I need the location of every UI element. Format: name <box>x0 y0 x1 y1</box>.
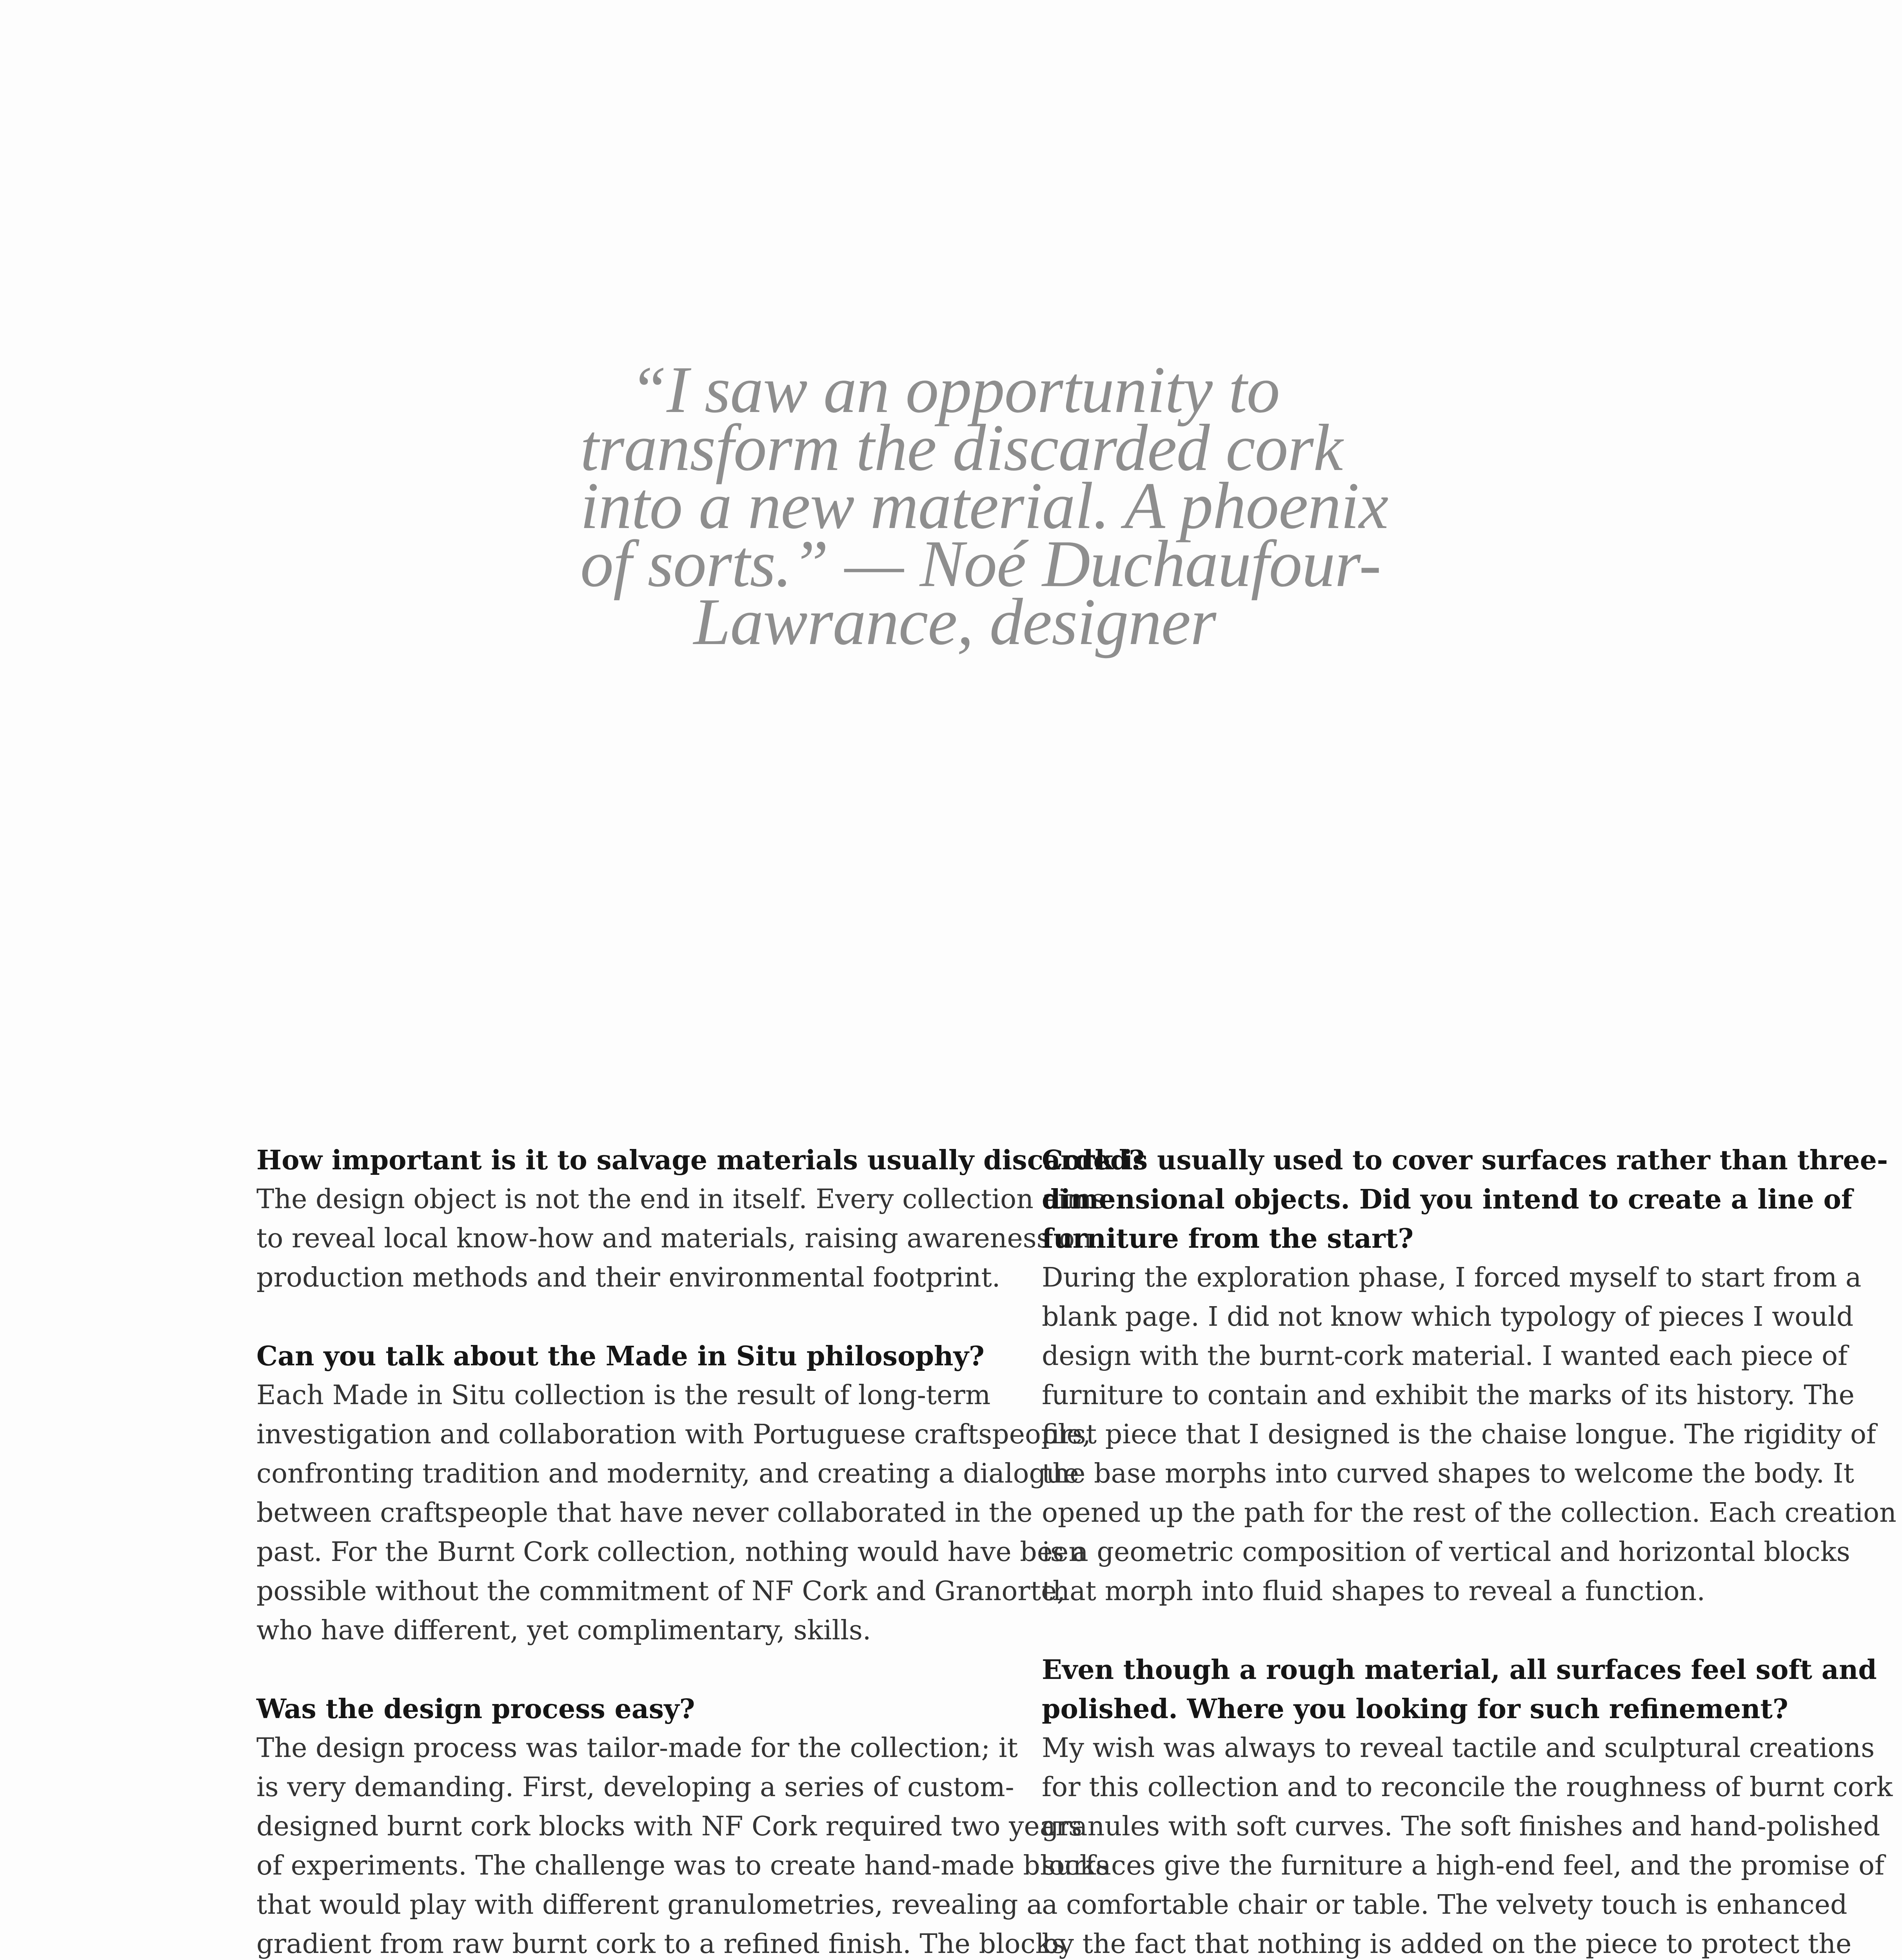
interview-question-furniture <box>1042 1141 1897 1611</box>
pull-quote-line: transform the discarded cork <box>580 411 1343 485</box>
body-line: of experiments. The challenge was to create hand-made blocks <box>256 1850 1110 1881</box>
answer-text <box>1042 1258 1897 1611</box>
body-line: opened up the path for the rest of the collection. Each creation <box>1042 1497 1897 1528</box>
left-column <box>256 1141 1145 1960</box>
pull-quote-line: of sorts.” — Noé Duchaufour- <box>580 527 1381 601</box>
pull-quote-line: “I saw an opportunity to <box>630 353 1280 426</box>
body-line: The design process was tailor-made for the collection; it <box>256 1733 1018 1764</box>
body-line: During the exploration phase, I forced myself to start from a <box>1042 1262 1862 1293</box>
body-line: granules with soft curves. The soft finishes and hand-polished <box>1042 1811 1880 1842</box>
right-column <box>1042 1141 1897 1960</box>
body-line: a comfortable chair or table. The velvety touch is enhanced <box>1042 1889 1848 1920</box>
heading-line: dimensional objects. Did you intend to create a line of <box>1042 1184 1853 1215</box>
body-line: investigation and collaboration with Portuguese craftspeople, <box>256 1419 1091 1450</box>
answer-text <box>256 1180 1106 1298</box>
body-line: Each Made in Situ collection is the result of long-term <box>256 1380 991 1411</box>
interview-question-philosophy <box>256 1337 1091 1650</box>
body-line: for this collection and to reconcile the roughness of burnt cork <box>1042 1772 1893 1803</box>
body-line: that morph into fluid shapes to reveal a function. <box>1042 1576 1706 1607</box>
body-line: furniture to contain and exhibit the marks of its history. The <box>1042 1380 1855 1411</box>
heading-line: Can you talk about the Made in Situ philosophy? <box>256 1341 985 1372</box>
question-heading <box>256 1690 994 1729</box>
body-line: that would play with different granulometries, revealing a <box>256 1889 1043 1920</box>
body-line: past. For the Burnt Cork collection, nothing would have been <box>256 1537 1086 1568</box>
interview-question-salvage <box>256 1141 1145 1298</box>
pull-quote-line: into a new material. A phoenix <box>580 469 1388 543</box>
answer-text <box>256 1376 1091 1650</box>
question-heading <box>256 1141 1145 1180</box>
answer-text <box>1042 1729 1893 1960</box>
body-line: first piece that I designed is the chaise longue. The rigidity of <box>1042 1419 1877 1450</box>
body-line: possible without the commitment of NF Cork and Granorte, <box>256 1576 1065 1607</box>
pull-quote-line: Lawrance, designer <box>693 585 1216 659</box>
body-line: by the fact that nothing is added on the piece to protect the <box>1042 1929 1852 1960</box>
body-line: blank page. I did not know which typology of pieces I would <box>1042 1301 1854 1332</box>
heading-line: How important is it to salvage materials usually discarded? <box>256 1145 1145 1176</box>
body-line: who have different, yet complimentary, skills. <box>256 1615 871 1646</box>
body-line: design with the burnt-cork material. I wanted each piece of <box>1042 1341 1848 1372</box>
body-line: is very demanding. First, developing a series of custom- <box>256 1772 1014 1803</box>
interview-question-design-process <box>256 1690 1110 1960</box>
body-line: is a geometric composition of vertical and horizontal blocks <box>1042 1537 1850 1568</box>
heading-line: Cork is usually used to cover surfaces rather than three- <box>1042 1145 1888 1176</box>
pull-quote <box>580 353 1388 659</box>
heading-line: furniture from the start? <box>1042 1223 1414 1254</box>
body-line: confronting tradition and modernity, and creating a dialogue <box>256 1458 1079 1489</box>
question-heading <box>1042 1141 1888 1258</box>
body-line: surfaces give the furniture a high-end feel, and the promise of <box>1042 1850 1885 1881</box>
heading-line: Was the design process easy? <box>256 1693 695 1725</box>
answer-text <box>256 1729 1110 1960</box>
body-line: between craftspeople that have never collaborated in the <box>256 1497 1033 1528</box>
body-line: production methods and their environmental footprint. <box>256 1262 1001 1293</box>
body-line: The design object is not the end in itself. Every collection aims <box>256 1184 1106 1215</box>
body-line: gradient from raw burnt cork to a refined finish. The blocks <box>256 1929 1065 1960</box>
body-line: the base morphs into curved shapes to welcome the body. It <box>1042 1458 1854 1489</box>
heading-line: Even though a rough material, all surfaces feel soft and <box>1042 1654 1877 1686</box>
body-line: My wish was always to reveal tactile and sculptural creations <box>1042 1733 1875 1764</box>
question-heading <box>1042 1650 1877 1729</box>
question-heading <box>256 1337 994 1376</box>
interview-question-refinement <box>1042 1650 1893 1960</box>
body-line: designed burnt cork blocks with NF Cork required two years <box>256 1811 1082 1842</box>
heading-line: polished. Where you looking for such refinement? <box>1042 1693 1788 1725</box>
body-line: to reveal local know-how and materials, raising awareness on <box>256 1223 1092 1254</box>
